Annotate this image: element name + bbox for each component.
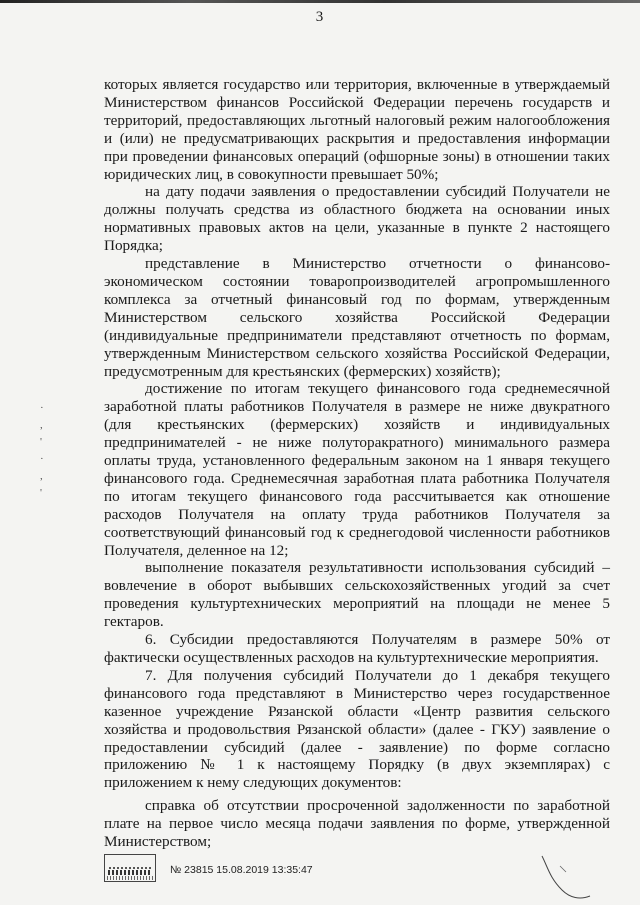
paragraph-offshore-continuation: которых является государство или территория, включенные в утверждаемый Министерством финансов Российской Федерации перечень государств и территорий, предоставляющих льготный налоговый режим налогообложения и (или) не предусматривающих раскрытия и предоставления информации при проведении финансовых операций (офшорные зоны) в отношении таких юридических лиц, в совокупности превышает 50%; xyxy=(104,76,610,183)
paragraph-item-7: 7. Для получения субсидий Получатели до 1 декабря текущего финансового года представляют в Министерство через государственное казенное учреждение Рязанской области «Центр развития сельского хозяйства и продовольствия Рязанской области» (далее - ГКУ) заявление о предоставлении субсидий (далее - заявление) по форме согласно приложению № 1 к настоящему Порядку (в двух экземплярах) с приложением к нему следующих документов: xyxy=(104,666,610,792)
page-number: 3 xyxy=(315,9,325,25)
document-body xyxy=(104,76,610,851)
registration-number: № 23815 15.08.2019 13:35:47 xyxy=(170,864,313,876)
paragraph-average-wage: достижение по итогам текущего финансового года среднемесячной заработной платы работников Получателя в размере не ниже двукратного (для крестьянских (фермерских) хозяйств и индивидуальных предпринимателей - не ниже полуторакратного) минимального размера оплаты труда, установленного федеральным законом на 1 января текущего финансового года. Среднемесячная заработная плата работника Получателя по итогам текущего финансового года рассчитывается как отношение расходов Получателя на оплату труда работников Получателя за соответствующий финансовый год к среднегодовой численности работников Получателя, деленное на 12; xyxy=(104,380,610,559)
paragraph-performance-indicator: выполнение показателя результативности использования субсидий – вовлечение в оборот выбывших сельскохозяйственных угодий за счет проведения культуртехнических мероприятий на площади не менее 5 гектаров. xyxy=(104,559,610,631)
paragraph-item-6: 6. Субсидии предоставляются Получателям в размере 50% от фактически осуществленных расходов на культуртехнические мероприятия. xyxy=(104,631,610,666)
paragraph-reporting: представление в Министерство отчетности о финансово-экономическом состоянии товаропроизводителей агропромышленного комплекса за отчетный финансовый год по формам, утвержденным Министерством сельского хозяйства Российской Федерации (индивидуальные предприниматели представляют отчетность по формам, утвержденным Министерством сельского хозяйства Российской Федерации, предусмотренным для крестьянских (фермерских) хозяйств); xyxy=(104,255,610,380)
paragraph-no-other-funding: на дату подачи заявления о предоставлении субсидий Получатели не должны получать средства из областного бюджета на основании иных нормативных правовых актов на цели, указанные в пункте 2 настоящего Порядка; xyxy=(104,183,610,255)
footer xyxy=(104,848,504,888)
registry-logo-icon xyxy=(104,854,156,882)
paragraph-wage-arrears-certificate: справка об отсутствии просроченной задолженности по заработной плате на первое число месяца подачи заявления по форме, утвержденной Министерством; xyxy=(104,797,610,851)
page-top-border xyxy=(0,0,640,3)
pen-mark-icon xyxy=(520,848,600,903)
margin-scan-marks: · , ' · , ' xyxy=(40,402,44,499)
